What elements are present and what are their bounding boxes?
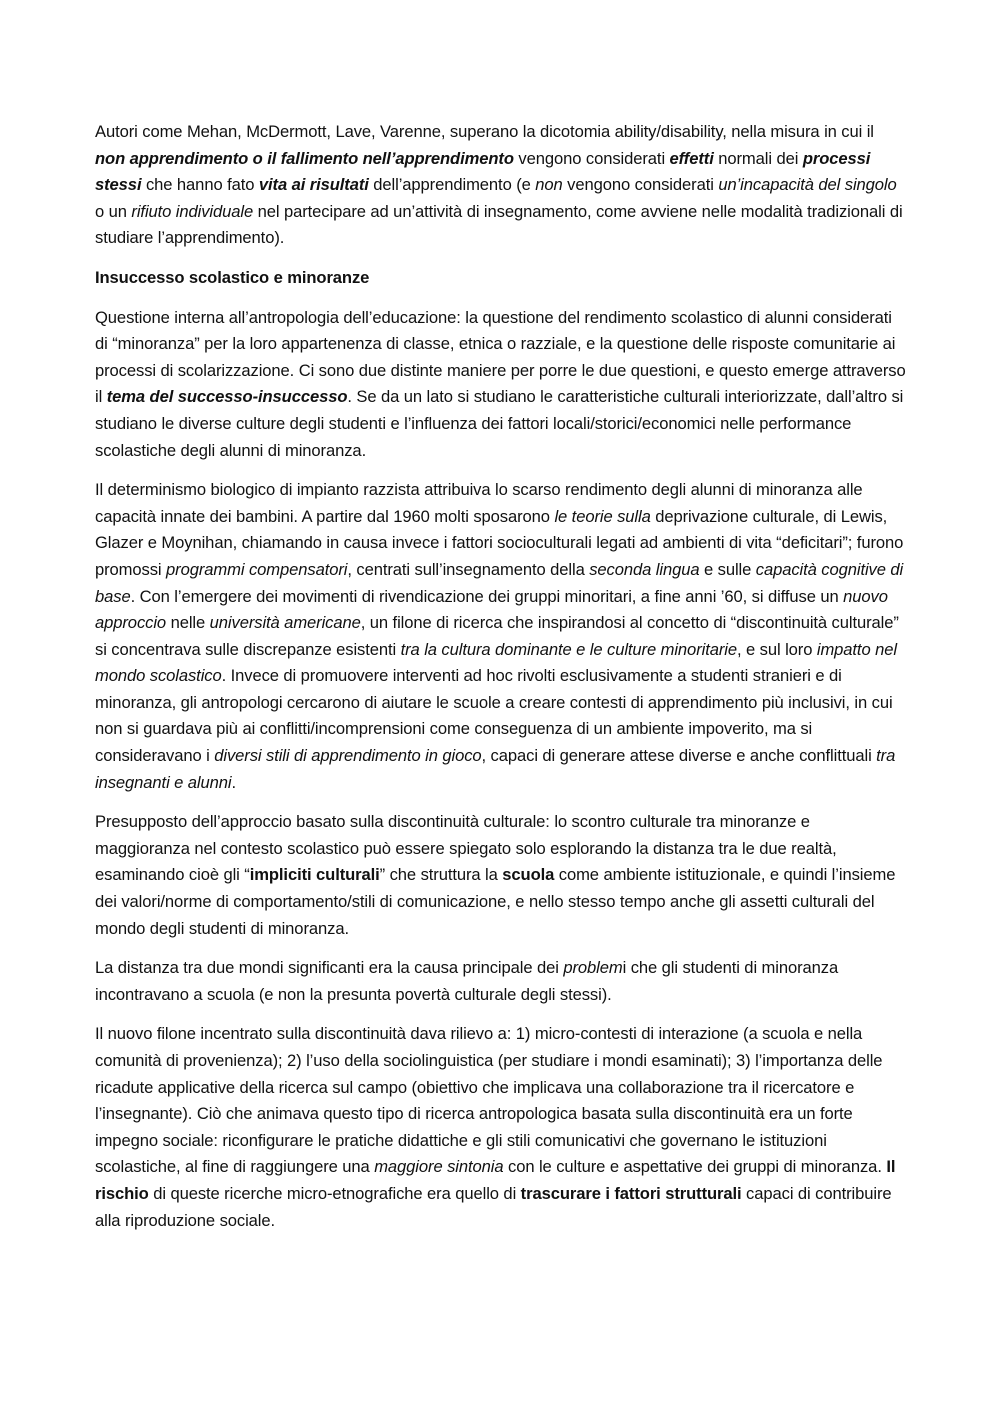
text-run-bold-italic: vita ai risultati	[258, 175, 369, 195]
text-run: , capaci di generare attese diverse e anche conflittuali	[481, 746, 877, 766]
text-run: Il determinismo biologico di impianto razzista attribuiva lo scarso rendimento degli alunni di minoranza alle capacità innate dei bambini. A partire dal 1960 molti sposarono	[95, 480, 863, 526]
text-run-italic: un’incapacità del singolo	[718, 175, 897, 195]
text-run: con le culture e aspettative dei gruppi di minoranza.	[503, 1157, 887, 1177]
text-run: vengono considerati	[513, 148, 670, 168]
text-run: Il nuovo filone incentrato sulla discontinuità dava rilievo a: 1) micro-contesti di interazione (a scuola e nella comunità di provenienza); 2) l’uso della sociolinguistica (per studiare i mondi esaminati); 3) l’importanza delle ricadute applicative della ricerca sul campo (obiettivo che implicava una collaborazione tra il ricercatore e l’insegnante). Ciò che animava questo tipo di ricerca antropologica basata sulla discontinuità era un forte impegno sociale: riconfigurare le pratiche didattiche e gli stili comunicativi che governano le istituzioni scolastiche, al fine di raggiungere una	[95, 1024, 883, 1177]
text-run-italic: università americane	[209, 613, 361, 633]
text-run: che hanno fato	[141, 175, 259, 195]
text-run-bold-italic: effetti	[669, 148, 714, 168]
text-run: , centrati sull’insegnamento della	[347, 559, 590, 579]
text-run-italic: non	[535, 175, 563, 195]
text-run: o un	[95, 201, 132, 221]
text-run-bold-italic: tema del successo-insuccesso	[106, 387, 348, 407]
text-run: , e sul loro	[736, 639, 817, 659]
paragraph-two-worlds	[95, 955, 907, 1008]
text-run: Presupposto dell’approccio basato sulla discontinuità culturale: lo scontro culturale tra minoranze e maggioranza nel contesto scolastico può essere spiegato solo esplorando la distanza tra le due realtà, esaminando cioè gli “	[95, 812, 837, 885]
paragraph-new-strand	[95, 1021, 907, 1234]
text-run-italic: diversi stili di apprendimento in gioco	[214, 746, 482, 766]
text-run-bold: Il rischio	[95, 1157, 896, 1203]
text-run-italic: capacità cognitive di base	[95, 559, 904, 606]
text-run-italic: tra la cultura dominante e le culture minoritarie	[400, 639, 737, 659]
text-run: nel partecipare ad un’attività di insegnamento, come avviene nelle modalità tradizionali di studiare l’apprendimento).	[95, 201, 903, 248]
paragraph-cultural-discontinuity	[95, 809, 907, 942]
text-run: La distanza tra due mondi significanti era la causa principale dei	[95, 958, 564, 978]
paragraph-biological-determinism	[95, 477, 907, 796]
text-run: , un filone di ricerca che inspirandosi al concetto di “discontinuità culturale” si concentrava sulle discrepanze esistenti	[95, 613, 899, 659]
text-run: capaci di contribuire alla riproduzione sociale.	[95, 1183, 892, 1230]
text-run: dell’apprendimento (e	[368, 175, 536, 195]
text-run: e sulle	[699, 559, 756, 579]
paragraph-learning-failure	[95, 119, 907, 252]
text-run-bold-italic: non apprendimento o il fallimento nell’apprendimento	[95, 148, 514, 168]
text-run: come ambiente istituzionale, e quindi l’insieme dei valori/norme di comportamento/stili di comunicazione, e nello stesso tempo anche gli assetti culturali del mondo degli studenti di minoranza.	[95, 865, 896, 938]
text-run-italic: rifiuto individuale	[131, 201, 254, 221]
text-run-italic: seconda lingua	[589, 559, 700, 579]
text-run-bold: impliciti culturali	[249, 865, 380, 885]
text-run: . Invece di promuovere interventi ad hoc rivolti esclusivamente a studenti stranieri e di minoranza, gli antropologi cercarono di aiutare le scuole a creare contesti di apprendimento più inclusivi, in cui non si guardava più ai conflitti/incomprensioni come conseguenza di un ambiente impoverito, ma si consideravano i	[95, 666, 893, 766]
text-run-bold: trascurare i fattori strutturali	[520, 1183, 742, 1203]
text-run: ” che struttura la	[379, 865, 503, 885]
text-run: deprivazione culturale, di Lewis, Glazer e Moynihan, chiamando in causa invece i fattori socioculturali legati ad ambienti di vita “deficitari”; furono promossi	[95, 506, 904, 579]
text-run-italic: impatto nel mondo scolastico	[95, 639, 897, 686]
heading-text: Insuccesso scolastico e minoranze	[95, 267, 370, 287]
section-heading	[95, 265, 907, 292]
text-run: normali dei	[713, 148, 803, 168]
document-page	[95, 119, 907, 1247]
text-run: i che gli studenti di minoranza incontravano a scuola (e non la presunta povertà culturale degli stessi).	[95, 958, 839, 1004]
text-run: . Con l’emergere dei movimenti di rivendicazione dei gruppi minoritari, a fine anni ’60, si diffuse un	[130, 586, 844, 606]
text-run: .	[231, 772, 237, 792]
text-run-italic: le teorie sulla	[554, 506, 651, 526]
text-run: Autori come Mehan, McDermott, Lave, Varenne, superano la dicotomia ability/disability, nella misura in cui il	[95, 122, 874, 141]
text-run: . Se da un lato si studiano le caratteristiche culturali interiorizzate, dall’altro si studiano le diverse culture degli studenti e l’influenza dei fattori locali/storici/economici nelle performance scolastiche degli alunni di minoranza.	[95, 387, 904, 460]
text-run: vengono considerati	[562, 175, 719, 195]
text-run-italic: programmi compensatori	[166, 559, 348, 579]
text-run-italic: maggiore sintonia	[374, 1157, 504, 1177]
text-run-italic: tra insegnanti e alunni	[95, 746, 896, 792]
text-run-bold: scuola	[502, 865, 555, 885]
text-run: Questione interna all’antropologia dell’educazione: la questione del rendimento scolastico di alunni considerati di “minoranza” per la loro appartenenza di classe, etnica o razziale, e la questione delle risposte comunitarie ai processi di scolarizzazione. Ci sono due distinte maniere per porre le due questioni, e questo emerge attraverso il	[95, 307, 906, 407]
paragraph-minority-question	[95, 305, 907, 465]
text-run-italic: nuovo approccio	[95, 586, 888, 633]
text-run-bold-italic: processi stessi	[95, 148, 871, 195]
text-run-italic: problem	[563, 958, 623, 978]
text-run: nelle	[166, 613, 210, 633]
text-run: di queste ricerche micro-etnografiche era quello di	[148, 1183, 521, 1203]
